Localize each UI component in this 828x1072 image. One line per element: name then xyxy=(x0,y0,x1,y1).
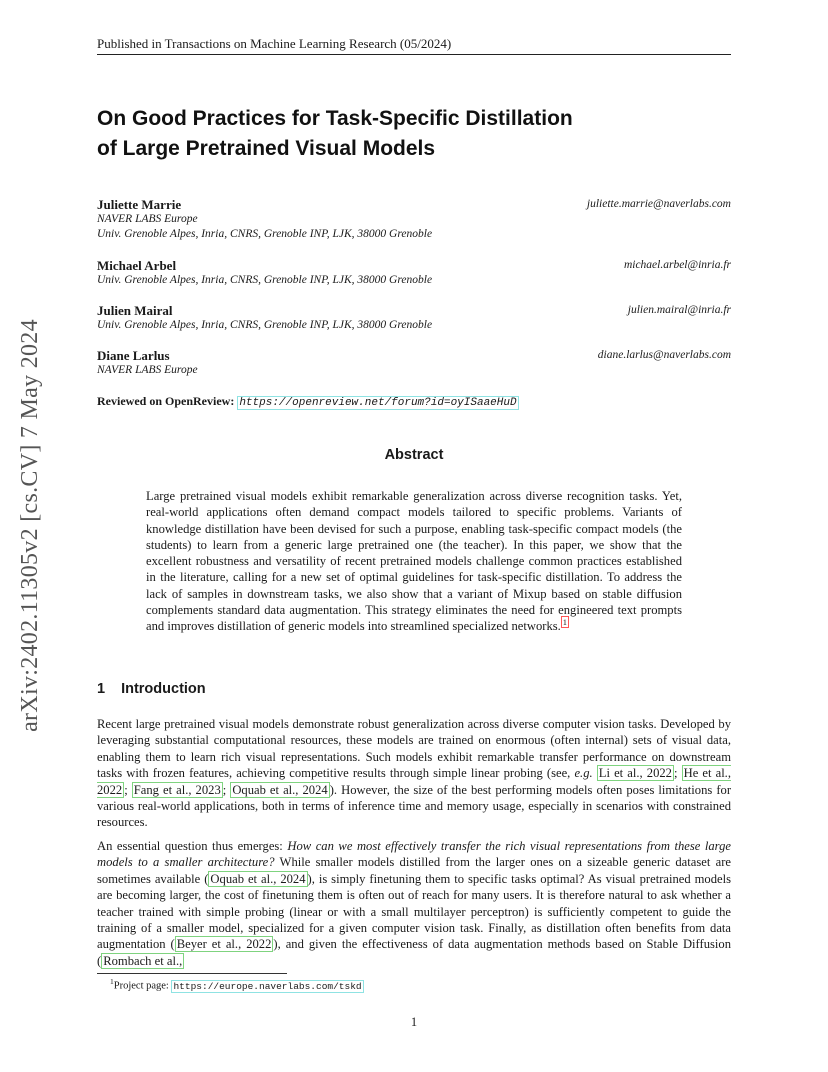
footnote xyxy=(110,977,364,992)
title-line-1: On Good Practices for Task-Specific Distillation xyxy=(97,107,573,130)
citation-link[interactable]: Rombach et al., xyxy=(103,953,183,968)
openreview-link[interactable]: https://openreview.net/forum?id=oyISaaeHuD xyxy=(239,397,517,409)
author-affiliation: NAVER LABS Europe xyxy=(97,213,198,225)
author-block xyxy=(97,303,731,333)
citation-link[interactable]: Fang et al., 2023 xyxy=(133,782,221,797)
section-number: 1 xyxy=(97,681,106,697)
footnote-rule xyxy=(97,973,287,974)
citation-link[interactable]: He et al., 2022 xyxy=(97,766,731,797)
intro-paragraph-2 xyxy=(97,838,731,969)
author-email[interactable]: julien.mairal@inria.fr xyxy=(627,304,731,316)
author-block xyxy=(97,197,731,242)
author-affiliation: Univ. Grenoble Alpes, Inria, CNRS, Grenoble INP, LJK, 38000 Grenoble xyxy=(97,274,433,286)
author-block xyxy=(97,348,731,378)
paragraph-text: ). However, the size of the best performing models often poses limitations for various real-world applications, both in terms of inference time and memory usage, especially in scenarios with constrained resources. xyxy=(97,782,732,830)
author-email[interactable]: diane.larlus@naverlabs.com xyxy=(597,349,731,361)
footnote-number: 1 xyxy=(110,977,114,986)
research-question: How can we most effectively transfer the rich visual representations from these large models to a smaller architecture? xyxy=(97,839,731,870)
author-name: Michael Arbel xyxy=(97,258,177,273)
citation-link[interactable]: Li et al., 2022 xyxy=(598,766,672,781)
author-affiliation: Univ. Grenoble Alpes, Inria, CNRS, Grenoble INP, LJK, 38000 Grenoble xyxy=(97,228,433,240)
author-block xyxy=(97,258,731,288)
section-title: Introduction xyxy=(121,681,206,697)
author-email[interactable]: juliette.marrie@naverlabs.com xyxy=(586,198,731,210)
eg-text: e.g. xyxy=(574,766,593,781)
citation-link[interactable]: Oquab et al., 2024 xyxy=(210,871,306,886)
title-line-2: of Large Pretrained Visual Models xyxy=(97,137,436,160)
paragraph-text: ), and given the effectiveness of data augmentation methods based on Stable Diffusion ( xyxy=(97,937,731,968)
author-name: Juliette Marrie xyxy=(97,197,182,212)
abstract-body xyxy=(146,488,682,635)
author-affiliation: Univ. Grenoble Alpes, Inria, CNRS, Grenoble INP, LJK, 38000 Grenoble xyxy=(97,319,433,331)
footnote-marker[interactable]: 1 xyxy=(562,617,568,628)
paper-title xyxy=(97,104,657,164)
paragraph-text: An essential question thus emerges: xyxy=(97,839,288,853)
author-name: Diane Larlus xyxy=(97,348,170,363)
project-page-link[interactable]: https://europe.naverlabs.com/tskd xyxy=(173,980,362,992)
intro-paragraph-1: Recent large pretrained visual models demonstrate robust generalization across diverse computer vision tasks. Developed by leveraging substantial computational resources, these models are trained on enormous (often internal) sets of visual data, enabling them to learn rich visual representations. Such models exhibit remarkable transfer performance on downstream tasks with frozen features, achieving competitive results through simple linear probing (see, e.g. Li et al., 2022 ; He et al., 2022 ; Fang et al., 2023 ; Oquab et al., 2024 ). However, the size of the best performing models often poses limitations for various real-world applications, both in terms of inference time and memory usage, especially in scenarios with constrained resources. xyxy=(97,717,732,830)
author-name: Julien Mairal xyxy=(97,303,173,318)
review-label: Reviewed on OpenReview: xyxy=(97,394,235,408)
arxiv-identifier: arXiv:2402.11305v2 [cs.CV] 7 May 2024 xyxy=(16,318,43,732)
abstract-heading: Abstract xyxy=(384,447,444,463)
review-line xyxy=(97,394,519,409)
citation-link[interactable]: Oquab et al., 2024 xyxy=(232,782,328,797)
paragraph-text: Recent large pretrained visual models demonstrate robust generalization across diverse computer vision tasks. Developed by leveraging substantial computational resources, these models are trained on enormous (often internal) sets of visual data, enabling them to learn rich visual representations. Such models exhibit remarkable transfer performance on downstream tasks with frozen features, achieving competitive results through simple linear probing (see, xyxy=(97,717,731,781)
page-number: 1 xyxy=(410,1015,418,1029)
paragraph-text: While smaller models distilled from the larger ones on a sizeable generic dataset are sometimes available ( xyxy=(97,855,731,886)
citation-link[interactable]: Beyer et al., 2022 xyxy=(176,937,272,952)
section-heading xyxy=(97,681,206,697)
paragraph-text: ), is simply finetuning them to specific tasks optimal? As visual pretrained models are becoming larger, the cost of finetuning them is often out of reach for many users. It is therefore natural to ask whether a teacher trained with simple probing (linear or with a small multilayer perceptron) is sufficiently competent to guide the training of a smaller model, specialized for a given computer vision task. Finally, as distillation often benefits from data augmentation ( xyxy=(97,871,731,952)
arxiv-sidebar xyxy=(10,287,50,763)
footnote-label: Project page: xyxy=(113,980,172,992)
journal-header: Published in Transactions on Machine Learning Research (05/2024) xyxy=(97,36,452,51)
author-email[interactable]: michael.arbel@inria.fr xyxy=(623,259,731,271)
header-rule xyxy=(97,54,731,55)
author-affiliation: NAVER LABS Europe xyxy=(97,364,198,376)
abstract-text: Large pretrained visual models exhibit remarkable generalization across diverse recognition tasks. Yet, real-world applications often demand compact models tailored to specific problems. Variants of knowledge distillation have been devised for such a purpose, enabling task-specific compact models (the students) to learn from a generic large pretrained one (the teacher). In this paper, we show that the excellent robustness and versatility of recent pretrained models challenge common practices established in the literature, calling for a new set of optimal guidelines for task-specific distillation. To address the lack of samples in downstream tasks, we also show that a variant of Mixup based on stable diffusion complements standard data augmentation. This strategy eliminates the need for engineered text prompts and improves distillation of generic models into streamlined specialized networks. xyxy=(146,489,682,634)
